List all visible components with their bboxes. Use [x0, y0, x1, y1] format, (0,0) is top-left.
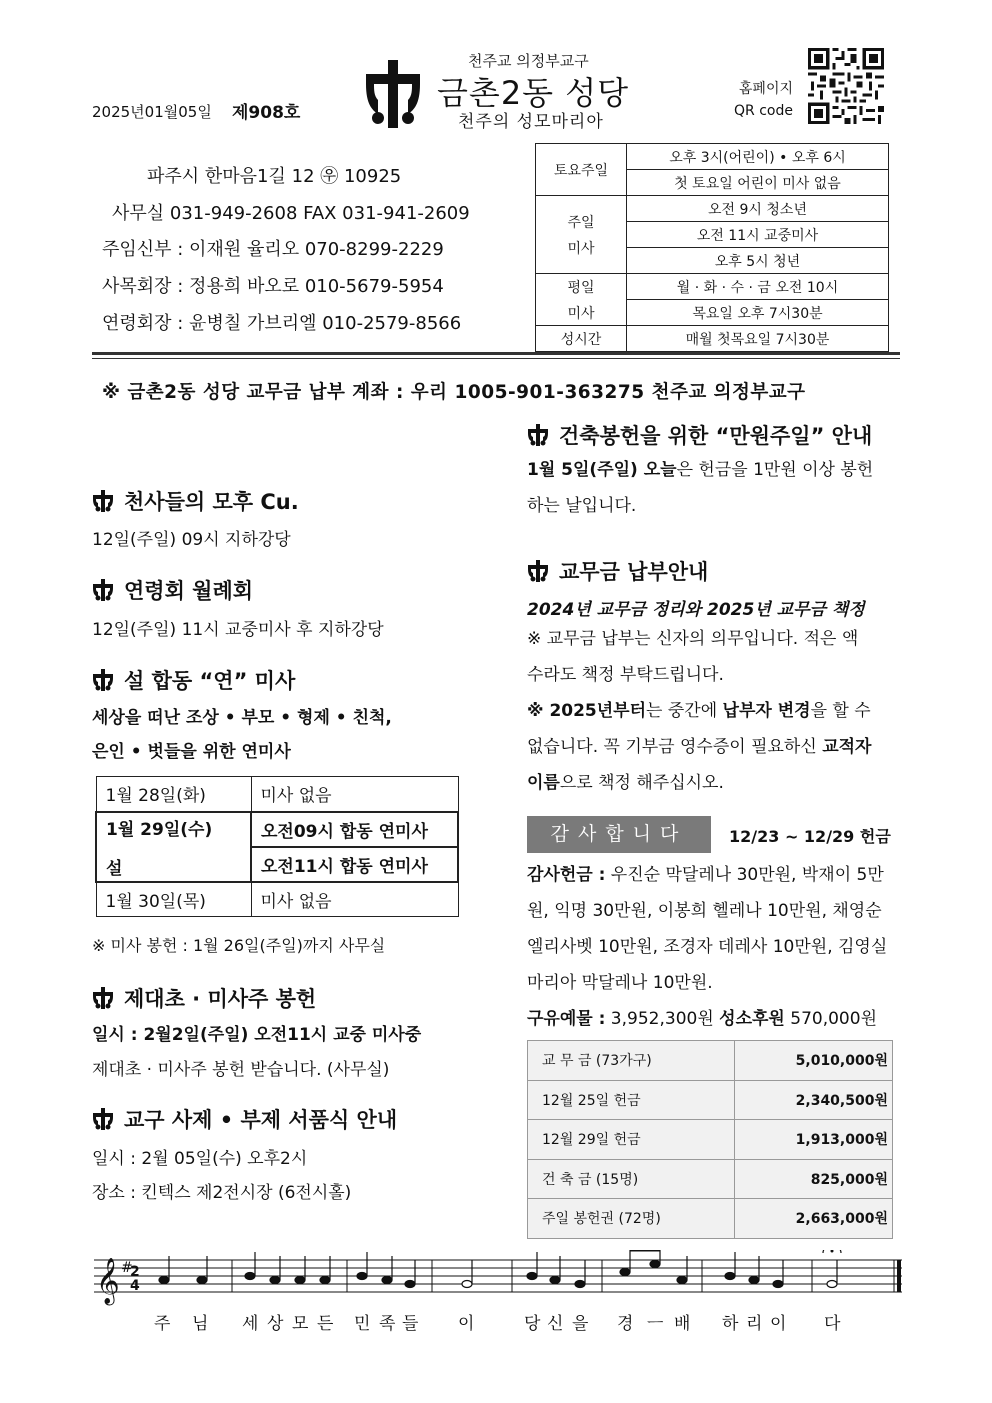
- header-divider: [92, 352, 900, 355]
- building-sunday-date: 1월 5일(주일) 오늘: [527, 460, 677, 480]
- seol-date-line: 설: [106, 858, 123, 879]
- lyric-syllable: 세: [242, 1314, 259, 1334]
- section-body: 장소 : 킨텍스 제2전시장 (6전시홀): [92, 1183, 352, 1203]
- seol-mass: 오전09시 합동 연미사: [251, 812, 458, 847]
- lyric-syllable: 들: [402, 1314, 419, 1334]
- schedule-label-weekday: [536, 274, 627, 326]
- finance-label: 건 축 금 (15명): [528, 1159, 735, 1199]
- section-body: 세상을 떠난 조상 • 부모 • 형제 • 친척,: [92, 708, 392, 728]
- section-body: 제대초 · 미사주 봉헌 받습니다. (사무실): [92, 1060, 390, 1080]
- schedule-time: 오후 5시 청년: [627, 248, 889, 274]
- section-title-text: 설 합동 “연” 미사: [124, 669, 296, 693]
- lyric-syllable: 당: [524, 1314, 541, 1334]
- lyric-syllable: 배: [674, 1314, 691, 1334]
- relief-value: 3,952,300원: [605, 1009, 720, 1029]
- lyric-syllable: 든: [317, 1314, 334, 1334]
- section-body: 일시 : 2월2일(주일) 오전11시 교중 미사중: [92, 1025, 422, 1045]
- schedule-time: 월 · 화 · 수 · 금 오전 10시: [627, 274, 889, 300]
- thanks-text: 엘리사벳 10만원, 조경자 데레사 10만원, 김영실: [527, 937, 888, 957]
- section-body: 12일(주일) 11시 교중미사 후 지하강당: [92, 620, 384, 640]
- thanks-text: 우진순 막달레나 30만원, 박재이 5만: [605, 865, 884, 885]
- section-title-memorial: [92, 575, 253, 605]
- lyric-syllable: 신: [547, 1314, 564, 1334]
- finance-label: 12월 25일 헌금: [528, 1080, 735, 1120]
- svg-text:2: 2: [130, 1264, 140, 1280]
- lyric-syllable: 이: [770, 1314, 787, 1334]
- finance-label: 주일 봉헌권 (72명): [528, 1199, 735, 1239]
- dues-text: 수라도 책정 부탁드립니다.: [527, 665, 724, 685]
- lyric-syllable: 을: [572, 1314, 589, 1334]
- pastoral-president-contact: 사목회장 : 정용희 바오로 010-5679-5954: [102, 276, 444, 297]
- schedule-label-line: 미사: [567, 305, 595, 322]
- schedule-label-sunday: [536, 196, 627, 274]
- dues-subtitle: 2024년 교무금 정리와 2025년 교무금 책정: [527, 600, 865, 620]
- cross-icon: [92, 669, 114, 691]
- section-body: 일시 : 2월 05일(수) 오후2시: [92, 1149, 308, 1169]
- building-sunday-body: [527, 452, 903, 524]
- svg-text:4: 4: [130, 1278, 140, 1294]
- hymn-staff: [92, 1250, 904, 1310]
- finance-table: [527, 1040, 893, 1239]
- dues-emphasis: 납부자 변경: [722, 701, 811, 721]
- schedule-time: 목요일 오후 7시30분: [627, 300, 889, 326]
- dues-text: 으로 책정 해주십시오.: [559, 773, 724, 793]
- cross-icon: [527, 424, 549, 446]
- dues-text: ※ 교무금 납부는 신자의 의무입니다. 적은 액: [527, 629, 859, 649]
- schedule-label-line: 평일: [567, 279, 595, 296]
- account-notice: ※ 금촌2동 성당 교무금 납부 계좌 : 우리 1005-901-363275 천주교 의정부교구: [102, 382, 806, 403]
- finance-amount: 2,663,000원: [735, 1199, 893, 1239]
- lyric-syllable: 하: [722, 1314, 739, 1334]
- dues-emphasis: 교적자: [822, 737, 872, 757]
- address: 파주시 한마음1길 12 ㉾ 10925: [147, 166, 402, 187]
- qr-code-text: QR code: [734, 103, 793, 119]
- finance-label: 교 무 금 (73가구): [528, 1041, 735, 1081]
- schedule-time: 매월 첫목요일 7시30분: [627, 326, 889, 352]
- schedule-time: 첫 토요일 어린이 미사 없음: [627, 170, 889, 196]
- dues-emphasis: ※ 2025년부터: [527, 701, 647, 721]
- cross-icon: [92, 1108, 114, 1130]
- office-phone: 사무실 031-949-2608 FAX 031-941-2609: [112, 203, 470, 224]
- seminary-label: 성소후원: [719, 1009, 785, 1029]
- header-divider-thin: [92, 358, 900, 359]
- lyric-syllable: 이: [458, 1314, 475, 1334]
- finance-amount: 2,340,500원: [735, 1080, 893, 1120]
- section-body: 은인 • 벗들을 위한 연미사: [92, 742, 291, 762]
- thanks-label: 감사헌금 :: [527, 865, 606, 885]
- section-title-cu: [92, 486, 299, 516]
- dues-text: 없습니다. 꼭 기부금 영수증이 필요하신: [527, 737, 823, 757]
- senior-president-contact: 연령회장 : 윤병칠 가브리엘 010-2579-8566: [102, 313, 462, 334]
- thanks-text: 마리아 막달레나 10만원.: [527, 973, 713, 993]
- seol-mass-table: [95, 776, 459, 917]
- dues-text: 는 중간에: [646, 701, 723, 721]
- finance-amount: 1,913,000원: [735, 1120, 893, 1160]
- lyric-syllable: 족: [379, 1314, 396, 1334]
- lyric-syllable: 리: [746, 1314, 763, 1334]
- pastor-contact: 주임신부 : 이재원 율리오 070-8299-2229: [102, 239, 444, 260]
- seminary-value: 570,000원: [784, 1009, 877, 1029]
- section-title-ordination: [92, 1104, 397, 1134]
- schedule-label-line: 주일: [567, 214, 595, 231]
- seol-date: [96, 812, 251, 882]
- section-title-text: 건축봉헌을 위한 “만원주일” 안내: [559, 424, 873, 448]
- hymn-lyrics: [92, 1309, 904, 1333]
- seol-mass: 미사 없음: [251, 777, 458, 812]
- section-title-seol-mass: [92, 665, 295, 695]
- section-title-text: 교무금 납부안내: [559, 560, 709, 584]
- seol-date-line: 1월 29일(수): [106, 819, 213, 840]
- homepage-label: [733, 78, 793, 122]
- thanks-banner: 감사합니다: [527, 816, 711, 853]
- section-title-building-sunday: [527, 420, 872, 450]
- dues-emphasis: 이름: [527, 773, 560, 793]
- cross-icon: [92, 579, 114, 601]
- seol-mass: 미사 없음: [251, 882, 458, 917]
- parish-title: 금촌2동 성당: [437, 74, 630, 112]
- issue-number: 제908호: [232, 103, 301, 123]
- schedule-time: 오전 9시 청소년: [627, 196, 889, 222]
- homepage-text: 홈페이지: [738, 81, 793, 97]
- dues-body: [527, 621, 903, 801]
- cross-icon: [92, 490, 114, 512]
- svg-text:𝄞: 𝄞: [96, 1258, 120, 1304]
- dues-text: 을 할 수: [810, 701, 871, 721]
- seol-note: ※ 미사 봉헌 : 1월 26일(주일)까지 사무실: [92, 936, 386, 955]
- section-title-text: 연령회 월례회: [124, 579, 254, 603]
- thanks-range: 12/23 ~ 12/29 헌금: [729, 827, 891, 846]
- schedule-label-line: 미사: [567, 240, 595, 257]
- qr-code-icon[interactable]: [808, 48, 884, 124]
- section-title-candles: [92, 983, 316, 1013]
- thanks-body: [527, 857, 903, 1037]
- section-body: 12일(주일) 09시 지하강당: [92, 530, 291, 550]
- seol-mass: 오전11시 합동 연미사: [251, 847, 458, 882]
- schedule-label-holy-hour: 성시간: [536, 326, 627, 352]
- relief-label: 구유예물 :: [527, 1009, 606, 1029]
- lyric-syllable: 민: [354, 1314, 371, 1334]
- mass-schedule-table: [535, 143, 889, 352]
- schedule-label-saturday: 토요주일: [536, 144, 627, 196]
- building-sunday-text: 은 헌금을 1만원 이상 봉헌: [676, 460, 874, 480]
- svg-text:#: #: [121, 1260, 133, 1276]
- cross-icon: [527, 560, 549, 582]
- lyric-syllable: 상: [267, 1314, 284, 1334]
- section-title-text: 제대초 · 미사주 봉헌: [124, 987, 317, 1011]
- lyric-syllable: ㅡ: [647, 1314, 664, 1334]
- seol-date: 1월 28일(화): [96, 777, 251, 812]
- lyric-syllable: 경: [617, 1314, 634, 1334]
- schedule-time: 오전 11시 교중미사: [627, 222, 889, 248]
- lyric-syllable: 모: [292, 1314, 309, 1334]
- patron-name: 천주의 성모마리아: [458, 112, 604, 132]
- finance-label: 12월 29일 헌금: [528, 1120, 735, 1160]
- finance-amount: 825,000원: [735, 1159, 893, 1199]
- diocese-name: 천주교 의정부교구: [468, 52, 589, 70]
- section-title-text: 교구 사제 • 부제 서품식 안내: [124, 1108, 398, 1132]
- cross-icon: [92, 987, 114, 1009]
- lyric-syllable: 다: [824, 1314, 841, 1334]
- section-title-dues: [527, 556, 708, 586]
- parish-cross-logo-icon: [362, 60, 424, 128]
- section-title-text: 천사들의 모후 Cu.: [124, 490, 299, 514]
- lyric-syllable: 님: [192, 1314, 209, 1334]
- finance-amount: 5,010,000원: [735, 1041, 893, 1081]
- schedule-time: 오후 3시(어린이) • 오후 6시: [627, 144, 889, 170]
- seol-date: 1월 30일(목): [96, 882, 251, 917]
- thanks-text: 원, 익명 30만원, 이봉희 헬레나 10만원, 채영순: [527, 901, 882, 921]
- issue-date: 2025년01월05일: [92, 103, 212, 121]
- building-sunday-text: 하는 날입니다.: [527, 496, 637, 516]
- lyric-syllable: 주: [154, 1314, 171, 1334]
